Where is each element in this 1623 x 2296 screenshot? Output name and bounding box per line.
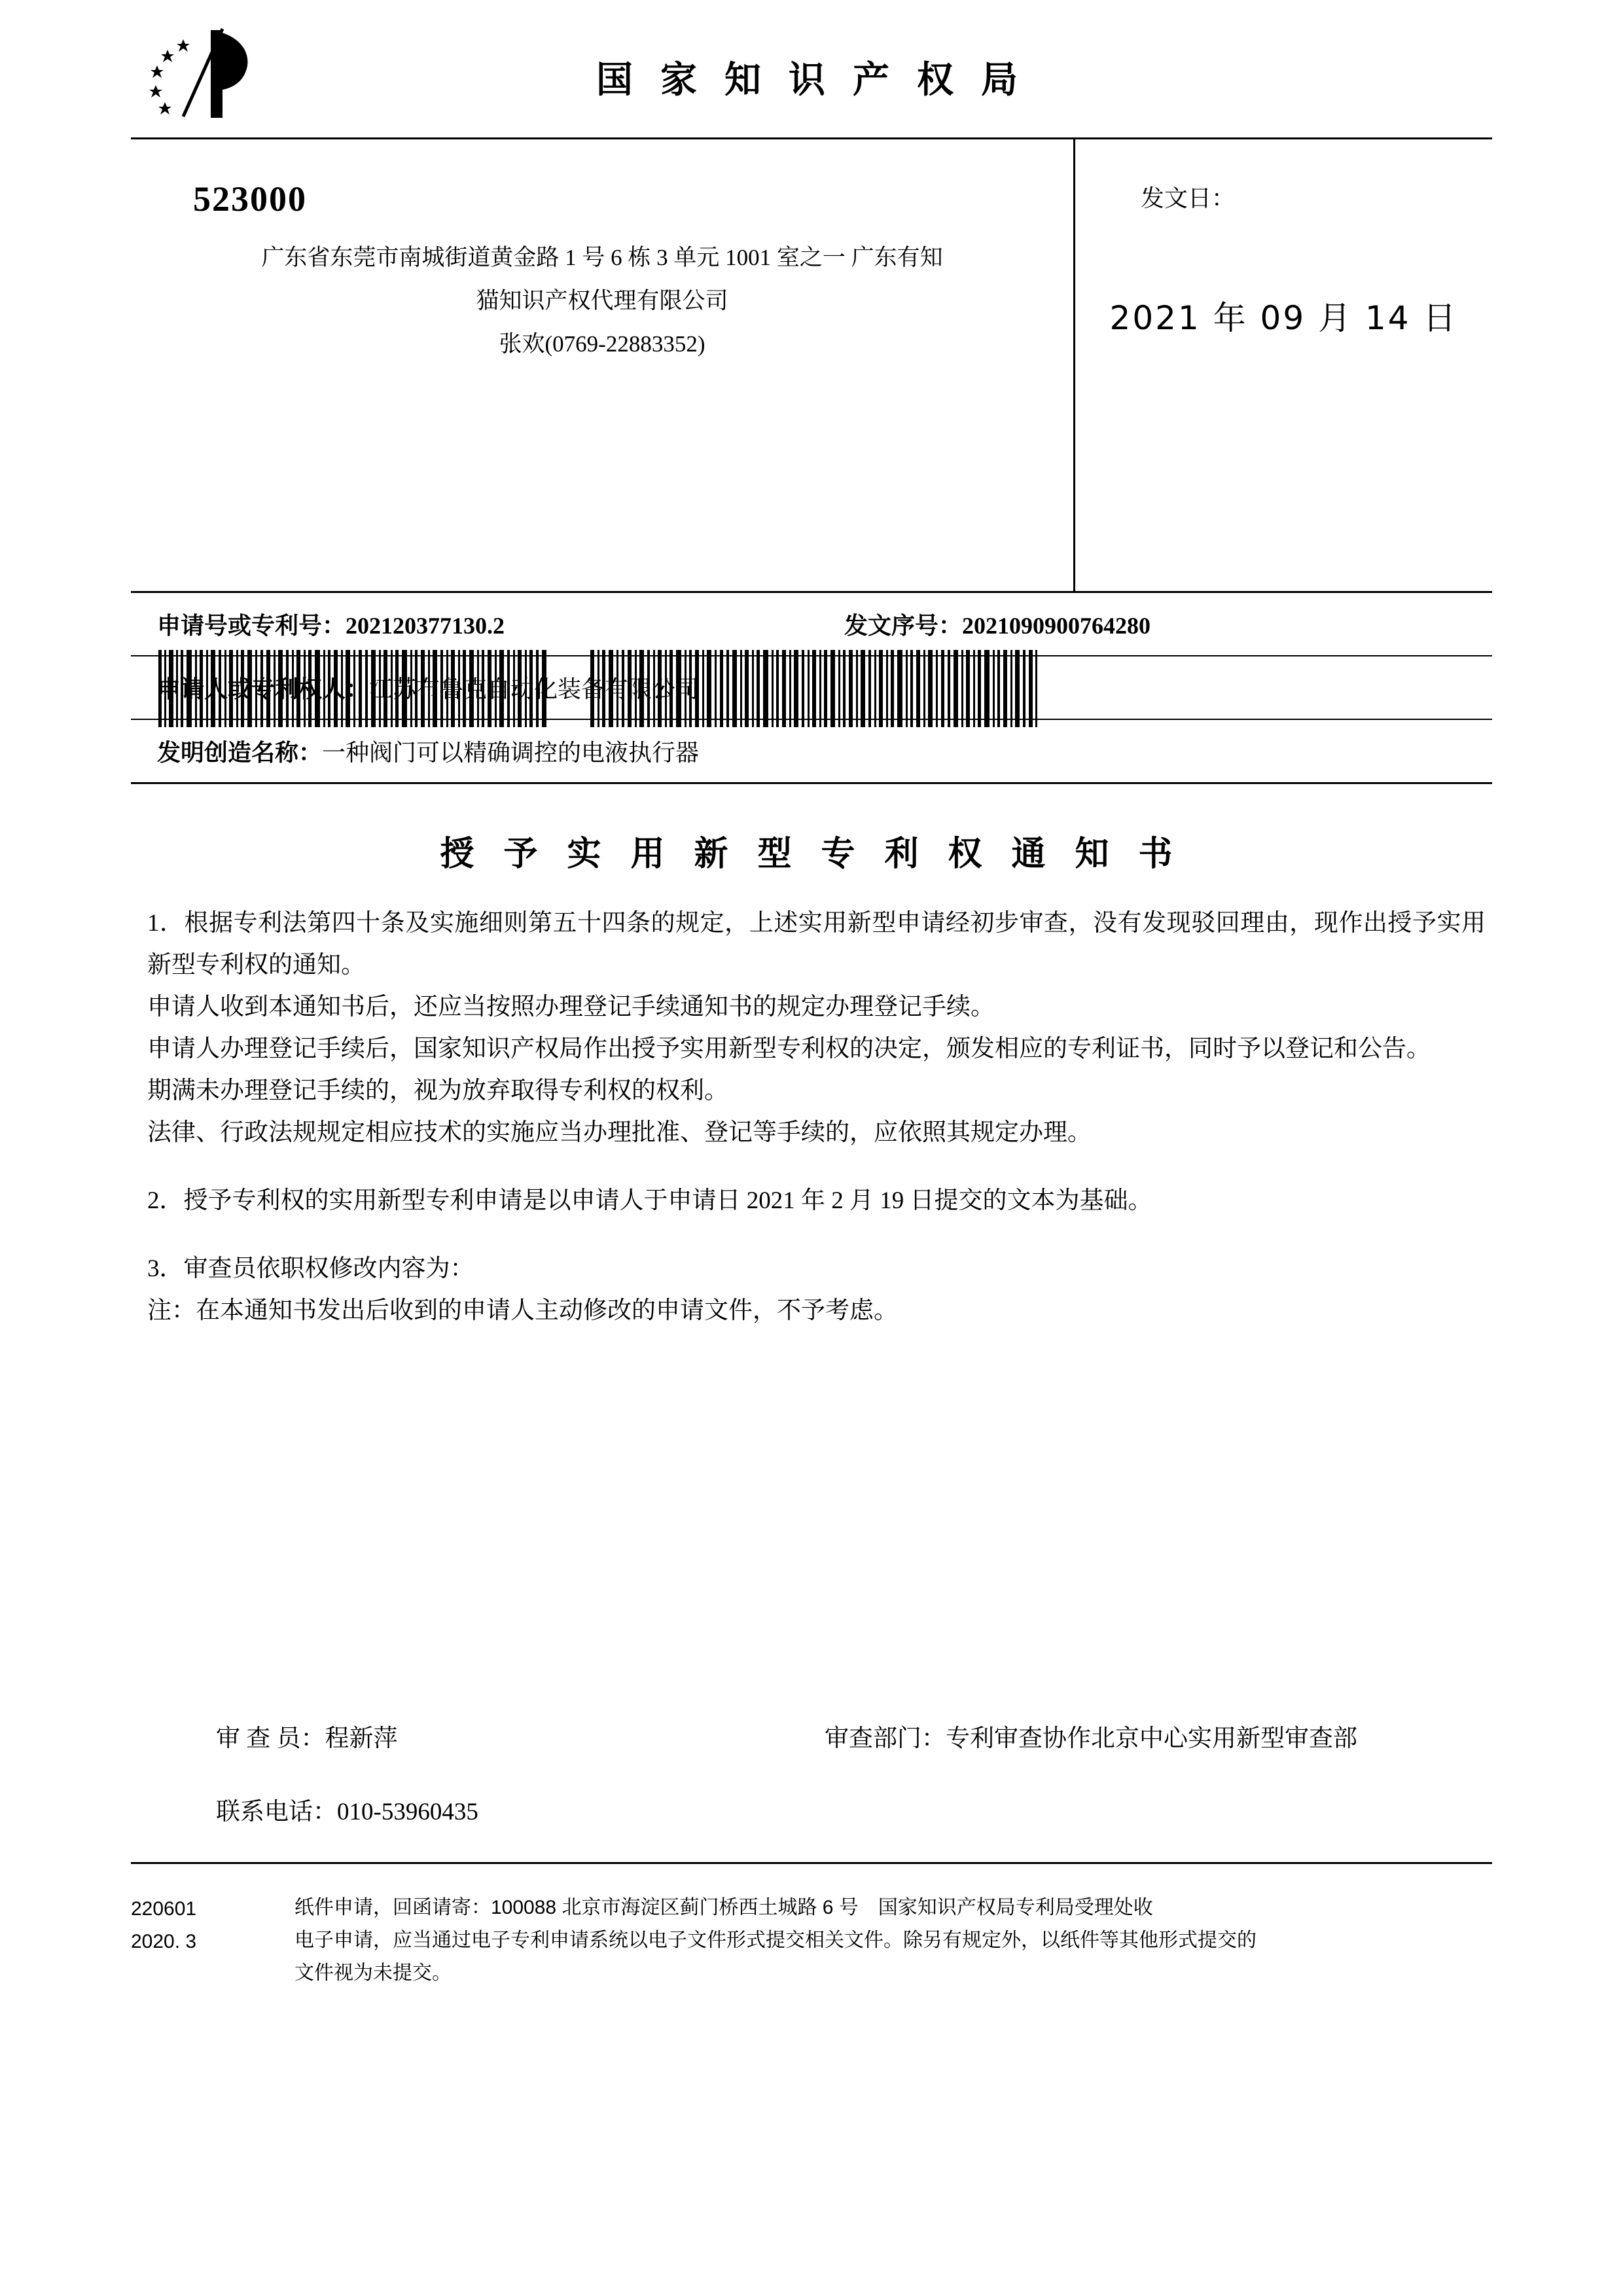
date-label: 发文日： (1141, 185, 1236, 211)
date-panel (1073, 139, 1492, 591)
document-footer (131, 1880, 1492, 1990)
body-spacer-1 (147, 1154, 1486, 1180)
footer-text (294, 1892, 1492, 1990)
body-paragraph-8: 注：在本通知书发出后收到的申请人主动修改的申请文件，不予考虑。 (147, 1297, 898, 1324)
address-panel (131, 139, 1073, 591)
footer-line-2: 电子申请，应当通过电子专利申请系统以电子文件形式提交相关文件。除另有规定外，以纸件等其他形式提交的 (294, 1929, 1257, 1951)
phone-value: 010-53960435 (337, 1799, 478, 1825)
postcode: 523000 (193, 179, 307, 219)
invention-row (131, 720, 1492, 782)
applicant-label: 申请人或专利权人： (157, 676, 370, 702)
address-line-1: 广东省东莞市南城街道黄金路 1 号 6 栋 3 单元 1001 室之一 广东有知 (261, 245, 943, 270)
department-label: 审查部门： (825, 1725, 946, 1752)
phone-label: 联系电话： (216, 1799, 337, 1825)
address-date-block (131, 139, 1492, 591)
department-group (825, 1718, 1357, 1753)
examiner-group (216, 1718, 398, 1753)
document-header (131, 0, 1492, 137)
serial-number-value: 2021090900764280 (962, 613, 1151, 639)
invention-value: 一种阀门可以精确调控的电液执行器 (322, 740, 700, 766)
invention-label: 发明创造名称： (157, 740, 323, 766)
address-line-2: 猫知识产权代理有限公司 (476, 288, 728, 314)
footer-line-3: 文件视为未提交。 (294, 1962, 452, 1984)
page-title: 授 予 实 用 新 型 专 利 权 通 知 书 (440, 836, 1183, 873)
examiner-label: 审 查 员： (216, 1725, 325, 1752)
divider-after-invention (131, 782, 1492, 784)
department-value: 专利审查协作北京中心实用新型审查部 (946, 1725, 1357, 1752)
serial-number-label: 发文序号： (844, 613, 963, 639)
body-paragraph-6: 2．授予专利权的实用新型专利申请是以申请人于申请日 2021 年 2 月 19 日提交的文本为基础。 (147, 1187, 1152, 1214)
body-paragraph-5: 法律、行政法规规定相应技术的实施应当办理批准、登记等手续的，应依照其规定办理。 (147, 1119, 1092, 1146)
body-paragraph-3: 申请人办理登记手续后，国家知识产权局作出授予实用新型专利权的决定，颁发相应的专利证书，同时予以登记和公告。 (147, 1035, 1431, 1062)
document-body (131, 903, 1492, 1332)
footer-code-1: 220601 (131, 1898, 197, 1920)
signature-block (131, 1718, 1492, 1862)
body-spacer-2 (147, 1222, 1486, 1248)
body-paragraph-4: 期满未办理登记手续的，视为放弃取得专利权的权利。 (147, 1077, 728, 1104)
body-paragraph-1: 1．根据专利法第四十条及实施细则第五十四条的规定，上述实用新型申请经初步审查，没有发现驳回理由，现作出授予实用新型专利权的通知。 (147, 910, 1486, 978)
page-content (131, 0, 1492, 1990)
footer-code-2: 2020. 3 (131, 1931, 197, 1952)
date-value: 2021 年 09 月 14 日 (1109, 299, 1458, 337)
application-number-value: 202120377130.2 (346, 613, 505, 639)
address-line-3: 张欢(0769-22883352) (499, 331, 705, 357)
applicant-value: 江苏布鲁克自动化装备有限公司 (369, 676, 700, 702)
body-paragraph-2: 申请人收到本通知书后，还应当按照办理登记手续通知书的规定办理登记手续。 (147, 994, 995, 1020)
phone-group (216, 1791, 478, 1827)
organization-title: 国 家 知 识 产 权 局 (596, 60, 1027, 101)
application-number-row (131, 593, 1492, 655)
divider-footer (131, 1862, 1492, 1864)
footer-line-1: 纸件申请，回函请寄：100088 北京市海淀区蓟门桥西土城路 6 号 国家知识产权局专利局受理处收 (294, 1897, 1153, 1918)
footer-codes (131, 1893, 281, 1958)
serial-number-group (844, 607, 1150, 641)
recipient-address (131, 236, 1073, 366)
applicant-row (131, 656, 1492, 719)
body-paragraph-7: 3．审查员依职权修改内容为： (147, 1255, 474, 1282)
application-number-label: 申请号或专利号： (157, 613, 346, 639)
examiner-value: 程新萍 (325, 1725, 398, 1752)
